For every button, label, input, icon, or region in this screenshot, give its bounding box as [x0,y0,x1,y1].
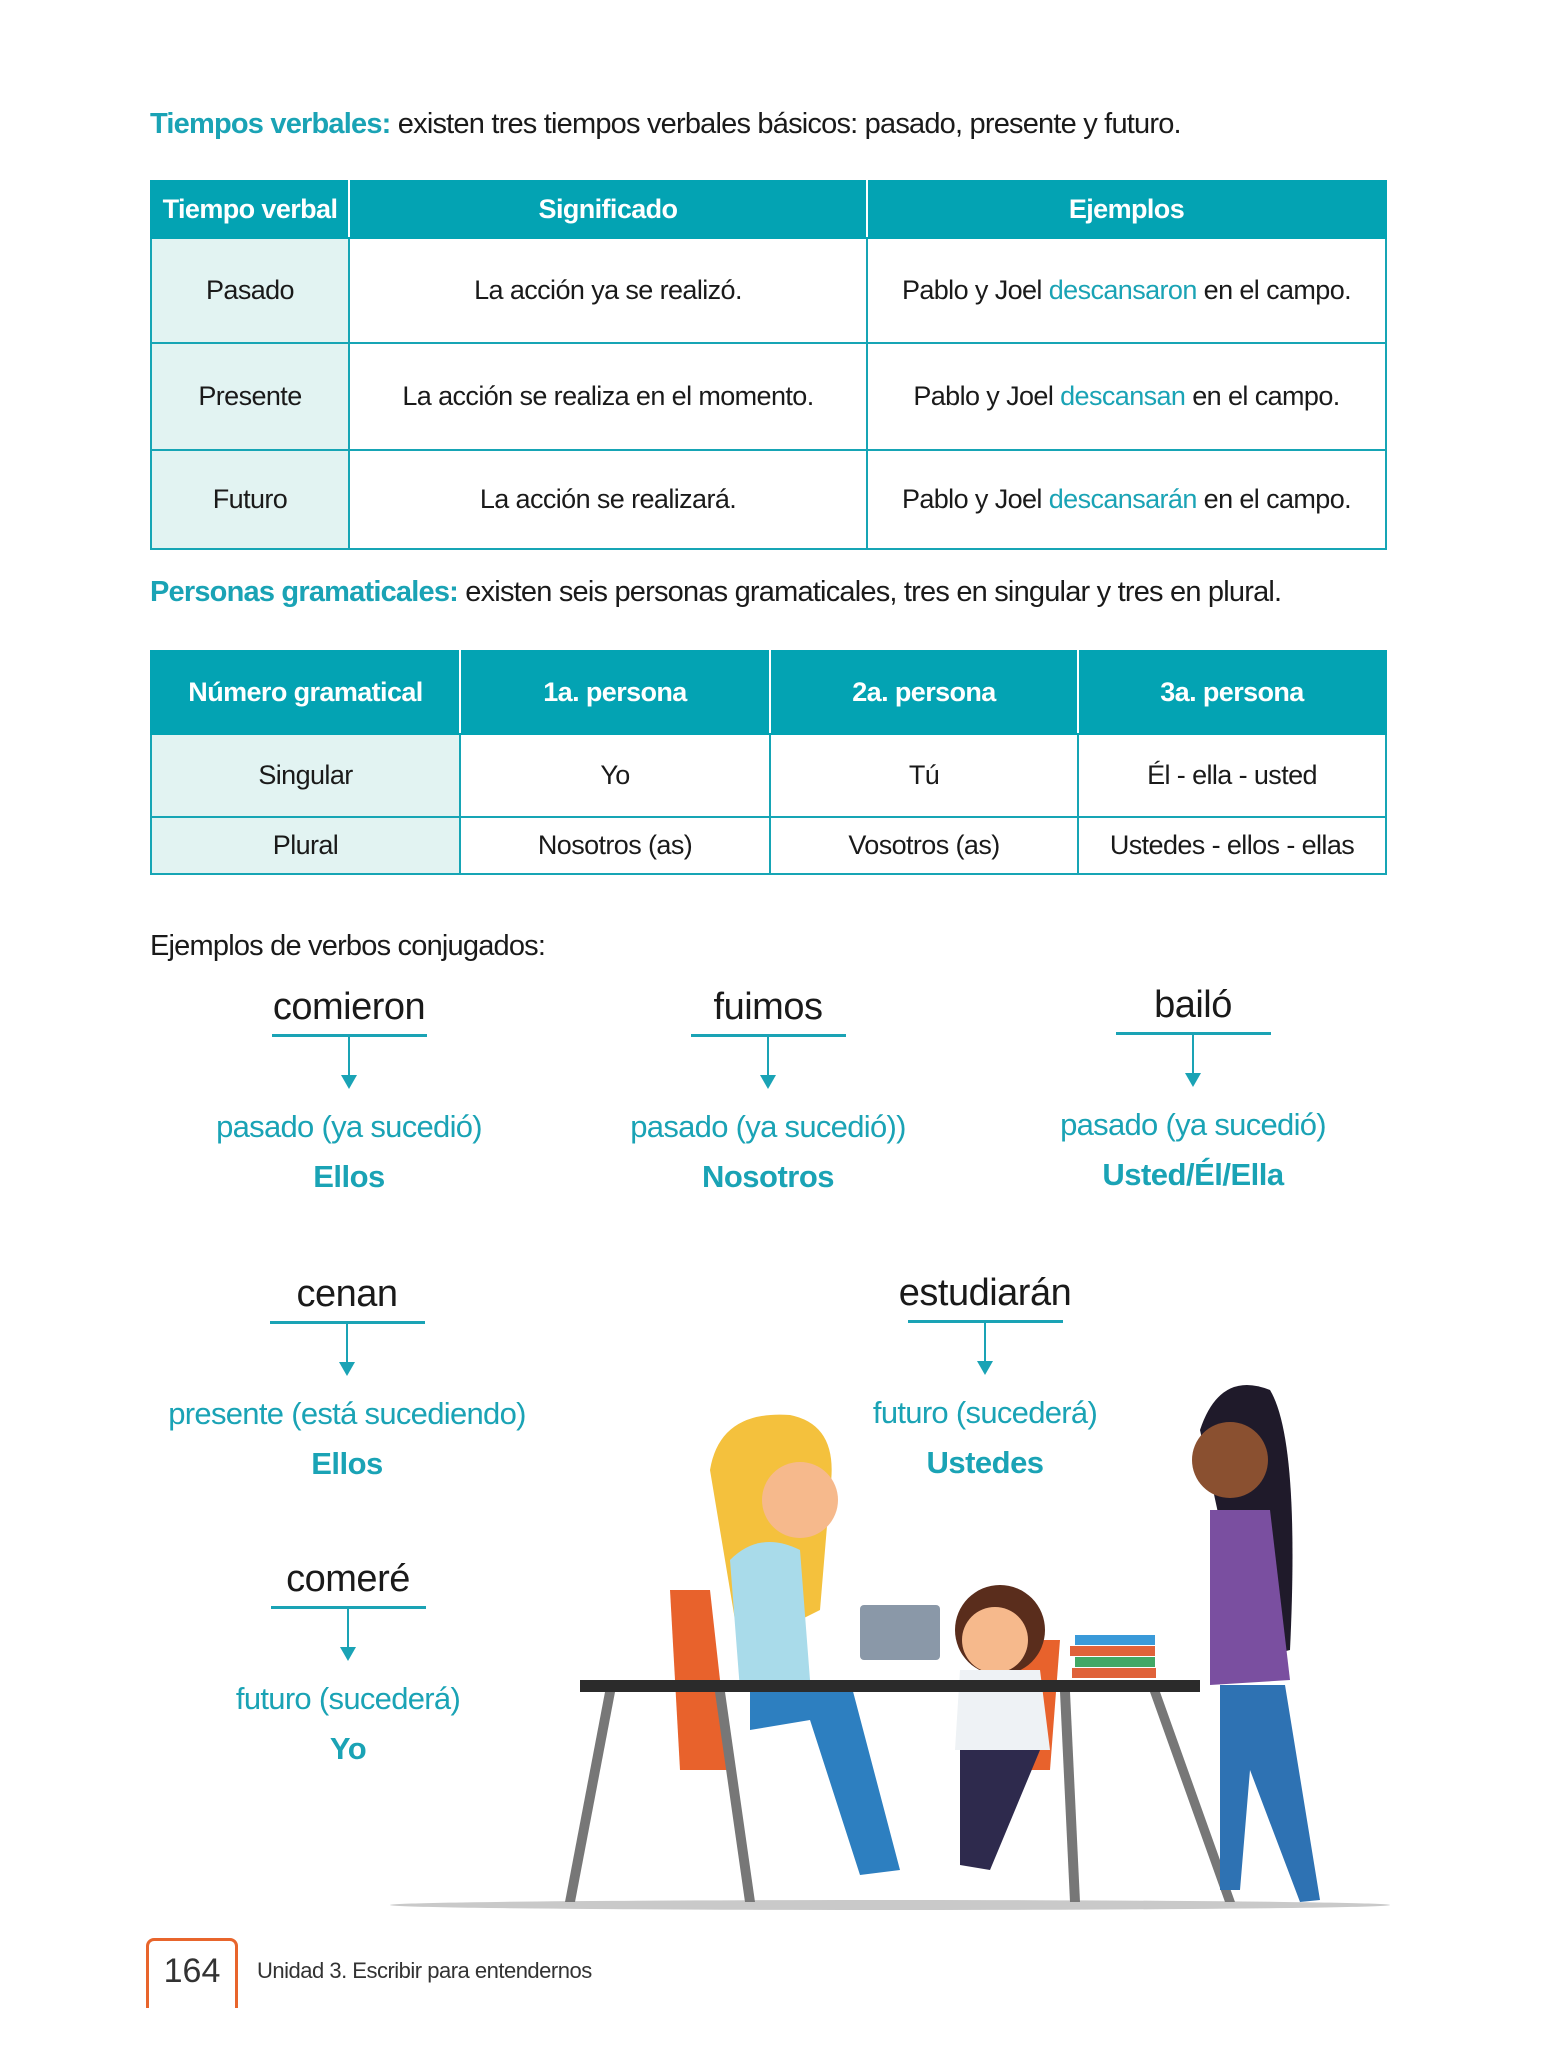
verb-person: Nosotros [701,1158,835,1194]
header-numero: Número gramatical [151,651,460,734]
verb-tense: pasado (ya sucedió) [1060,1106,1326,1142]
verb-example [148,1556,548,1767]
meaning-cell: La acción se realizará. [349,450,867,549]
example-cell [867,450,1386,549]
number-cell: Singular [151,734,460,817]
verb-example [149,984,549,1195]
meaning-cell: La acción ya se realizó. [349,238,867,343]
verb-person: Ustedes [926,1444,1044,1480]
verb-person: Yo [329,1730,367,1766]
person-cell: Vosotros (as) [770,817,1078,874]
personas-table [150,650,1387,875]
example-verb: descansan [1060,381,1186,411]
table-row [151,734,1386,817]
section-text: existen seis personas gramaticales, tres en singular y tres en plural. [458,576,1282,608]
header-significado: Significado [349,181,867,238]
header-ejemplos: Ejemplos [867,181,1386,238]
arrow-down-icon [347,1609,350,1659]
verb-tense: futuro (sucederá) [235,1680,461,1716]
table-row [151,238,1386,343]
verb-person: Ellos [313,1158,385,1194]
tense-cell: Pasado [151,238,349,343]
example-text: en el campo. [1196,275,1352,305]
verb-word: fuimos [713,986,823,1028]
example-text: Pablo y Joel [901,484,1049,514]
example-text: en el campo. [1196,484,1352,514]
verb-word: bailó [1154,984,1232,1026]
header-tiempo: Tiempo verbal [151,181,349,238]
verb-example [568,984,968,1195]
table-row [151,343,1386,450]
section-label: Tiempos verbales: [150,108,391,140]
verb-tense: pasado (ya sucedió)) [630,1108,906,1144]
person-cell: Ustedes - ellos - ellas [1078,817,1386,874]
table-row [151,817,1386,874]
table-row [151,450,1386,549]
person-cell: Yo [460,734,770,817]
verb-word: comeré [286,1558,410,1600]
header-3a: 3a. persona [1078,651,1386,734]
verb-tense: futuro (sucederá) [872,1394,1098,1430]
arrow-down-icon [767,1037,770,1087]
arrow-down-icon [346,1324,349,1374]
header-1a: 1a. persona [460,651,770,734]
page-number: 164 [146,1938,238,2008]
person-cell: Nosotros (as) [460,817,770,874]
example-text: en el campo. [1185,381,1340,411]
section-text: existen tres tiempos verbales básicos: pasado, presente y futuro. [390,108,1181,140]
section-label: Personas gramaticales: [150,576,459,608]
example-cell [867,343,1386,450]
verb-person: Usted/Él/Ella [1102,1156,1284,1192]
unit-title: Unidad 3. Escribir para entendernos [257,1958,592,1983]
verb-example [993,982,1393,1193]
tiempos-verbales-table [150,180,1387,550]
verb-word: comieron [272,986,426,1028]
number-cell: Plural [151,817,460,874]
verb-tense: pasado (ya sucedió) [216,1108,482,1144]
verb-example [785,1270,1185,1481]
verb-person: Ellos [311,1445,383,1481]
examples-title: Ejemplos de verbos conjugados: [150,930,546,962]
arrow-down-icon [984,1323,987,1373]
books-icon [1075,1635,1155,1645]
header-2a: 2a. persona [770,651,1078,734]
laptop-icon [860,1605,940,1660]
verb-tense: presente (está sucediendo) [168,1395,526,1431]
person-cell: Tú [770,734,1078,817]
example-verb: descansaron [1048,275,1197,305]
floor-shadow [390,1900,1390,1910]
arrow-down-icon [348,1037,351,1087]
example-text: Pablo y Joel [913,381,1061,411]
example-text: Pablo y Joel [901,275,1049,305]
tense-cell: Presente [151,343,349,450]
arrow-down-icon [1192,1035,1195,1085]
table-icon [580,1680,1200,1692]
example-verb: descansarán [1048,484,1197,514]
section-tiempos-verbales [150,108,1181,141]
example-cell [867,238,1386,343]
person-cell: Él - ella - usted [1078,734,1386,817]
tense-cell: Futuro [151,450,349,549]
meaning-cell: La acción se realiza en el momento. [349,343,867,450]
section-personas-gramaticales [150,576,1281,609]
verb-word: cenan [296,1273,398,1315]
verb-word: estudiarán [898,1272,1072,1314]
verb-example [147,1271,547,1482]
